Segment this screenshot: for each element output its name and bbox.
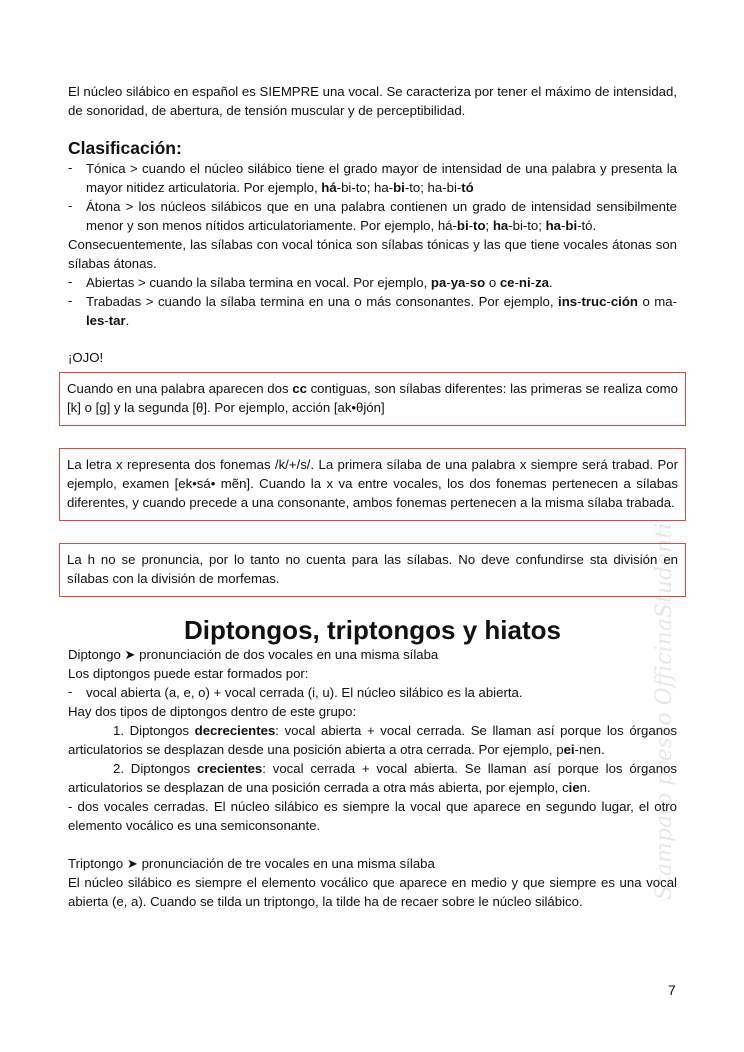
tipos-paragraph: Hay dos tipos de diptongos dentro de este grupo: <box>68 704 357 719</box>
watermark: Stampato presso OfficinaStudenti <box>652 522 677 900</box>
decrecientes-paragraph: 1. Diptongos decrecientes: vocal abierta + vocal cerrada. Se llaman así porque los órganos articulatorios se desplazan desde una posición abierta a otra cerrada. Por ejemplo, pei-nen. <box>68 723 677 757</box>
diptongos-formados: Los diptongos puede estar formados por: <box>68 666 309 681</box>
list-item-trabadas: - Trabadas > cuando la sílaba termina en una o más consonantes. Por ejemplo, ins-truc-ción o ma-les-tar. <box>68 292 677 330</box>
page-content <box>68 82 677 911</box>
diptongo-definition: Diptongo ➤ pronunciación de dos vocales en una misma sílaba <box>68 647 439 662</box>
ojo-label: ¡OJO! <box>68 350 104 365</box>
note-box-cc: Cuando en una palabra aparecen dos cc contiguas, son sílabas diferentes: las primeras se realiza como [k] o [g] y la segunda [θ]. Por ejemplo, acción [ak•θjón] <box>59 372 686 426</box>
dos-cerradas-paragraph: - dos vocales cerradas. El núcleo silábico es siempre la vocal que aparece en segundo lugar, el otro elemento vocálico es una semiconsonante. <box>68 799 677 833</box>
spacer <box>68 835 677 854</box>
triptongo-definition: Triptongo ➤ pronunciación de tre vocales en una misma sílaba <box>68 856 435 871</box>
list-item-atona: - Átona > los núcleos silábicos que en una palabra contienen un grado de intensidad sensibilmente menor y son menos nítidos articulatoriamente. Por ejemplo, há-bi-to; ha-bi-to; ha-bi-tó. <box>68 197 677 235</box>
triptongo-paragraph: El núcleo silábico es siempre el elemento vocálico que aparece en medio y que siempre es una vocal abierta (e, a). Cuando se tilda un triptongo, la tilde ha de recaer sobre le núcleo silábico. <box>68 875 677 909</box>
list-item-vocal-abierta: - vocal abierta (a, e, o) + vocal cerrada (i, u). El núcleo silábico es la abierta. <box>68 683 677 702</box>
diptongo-list <box>68 683 677 702</box>
silabas-list <box>68 273 677 330</box>
intro-paragraph: El núcleo silábico en español es SIEMPRE una vocal. Se caracteriza por tener el máximo de intensidad, de sonoridad, de abertura, de tensión muscular y de perceptibilidad. <box>68 84 677 118</box>
list-item-abiertas: - Abiertas > cuando la sílaba termina en vocal. Por ejemplo, pa-ya-so o ce-ni-za. <box>68 273 677 292</box>
crecientes-paragraph: 2. Diptongos crecientes: vocal cerrada + vocal abierta. Se llaman así porque los órganos articulatorios se desplazan de una posición cerrada a otra más abierta, por ejemplo, cien. <box>68 761 677 795</box>
note-box-h: La h no se pronuncia, por lo tanto no cuenta para las sílabas. No deve confundirse sta división en sílabas con la división de morfemas. <box>59 543 686 597</box>
section-heading: Diptongos, triptongos y hiatos <box>184 615 561 645</box>
list-item-tonica: - Tónica > cuando el núcleo silábico tiene el grado mayor de intensidad de una palabra y presenta la mayor nitidez articulatoria. Por ejemplo, há-bi-to; ha-bi-to; ha-bi-tó <box>68 159 677 197</box>
clasificacion-list <box>68 159 677 235</box>
page-number: 7 <box>668 982 676 998</box>
clasificacion-heading: Clasificación: <box>68 138 182 158</box>
consecuentemente-paragraph: Consecuentemente, las sílabas con vocal tónica son sílabas tónicas y las que tiene vocales átonas son sílabas átonas. <box>68 237 677 271</box>
note-box-x: La letra x representa dos fonemas /k/+/s/. La primera sílaba de una palabra x siempre será trabad. Por ejemplo, examen [ek•sá• mẽn]. Cuando la x va entre vocales, los dos fonemas pertenecen a sílabas diferentes, y cuando precede a una consonante, ambos fonemas pertenecen a la misma sílaba trabada. <box>59 448 686 521</box>
